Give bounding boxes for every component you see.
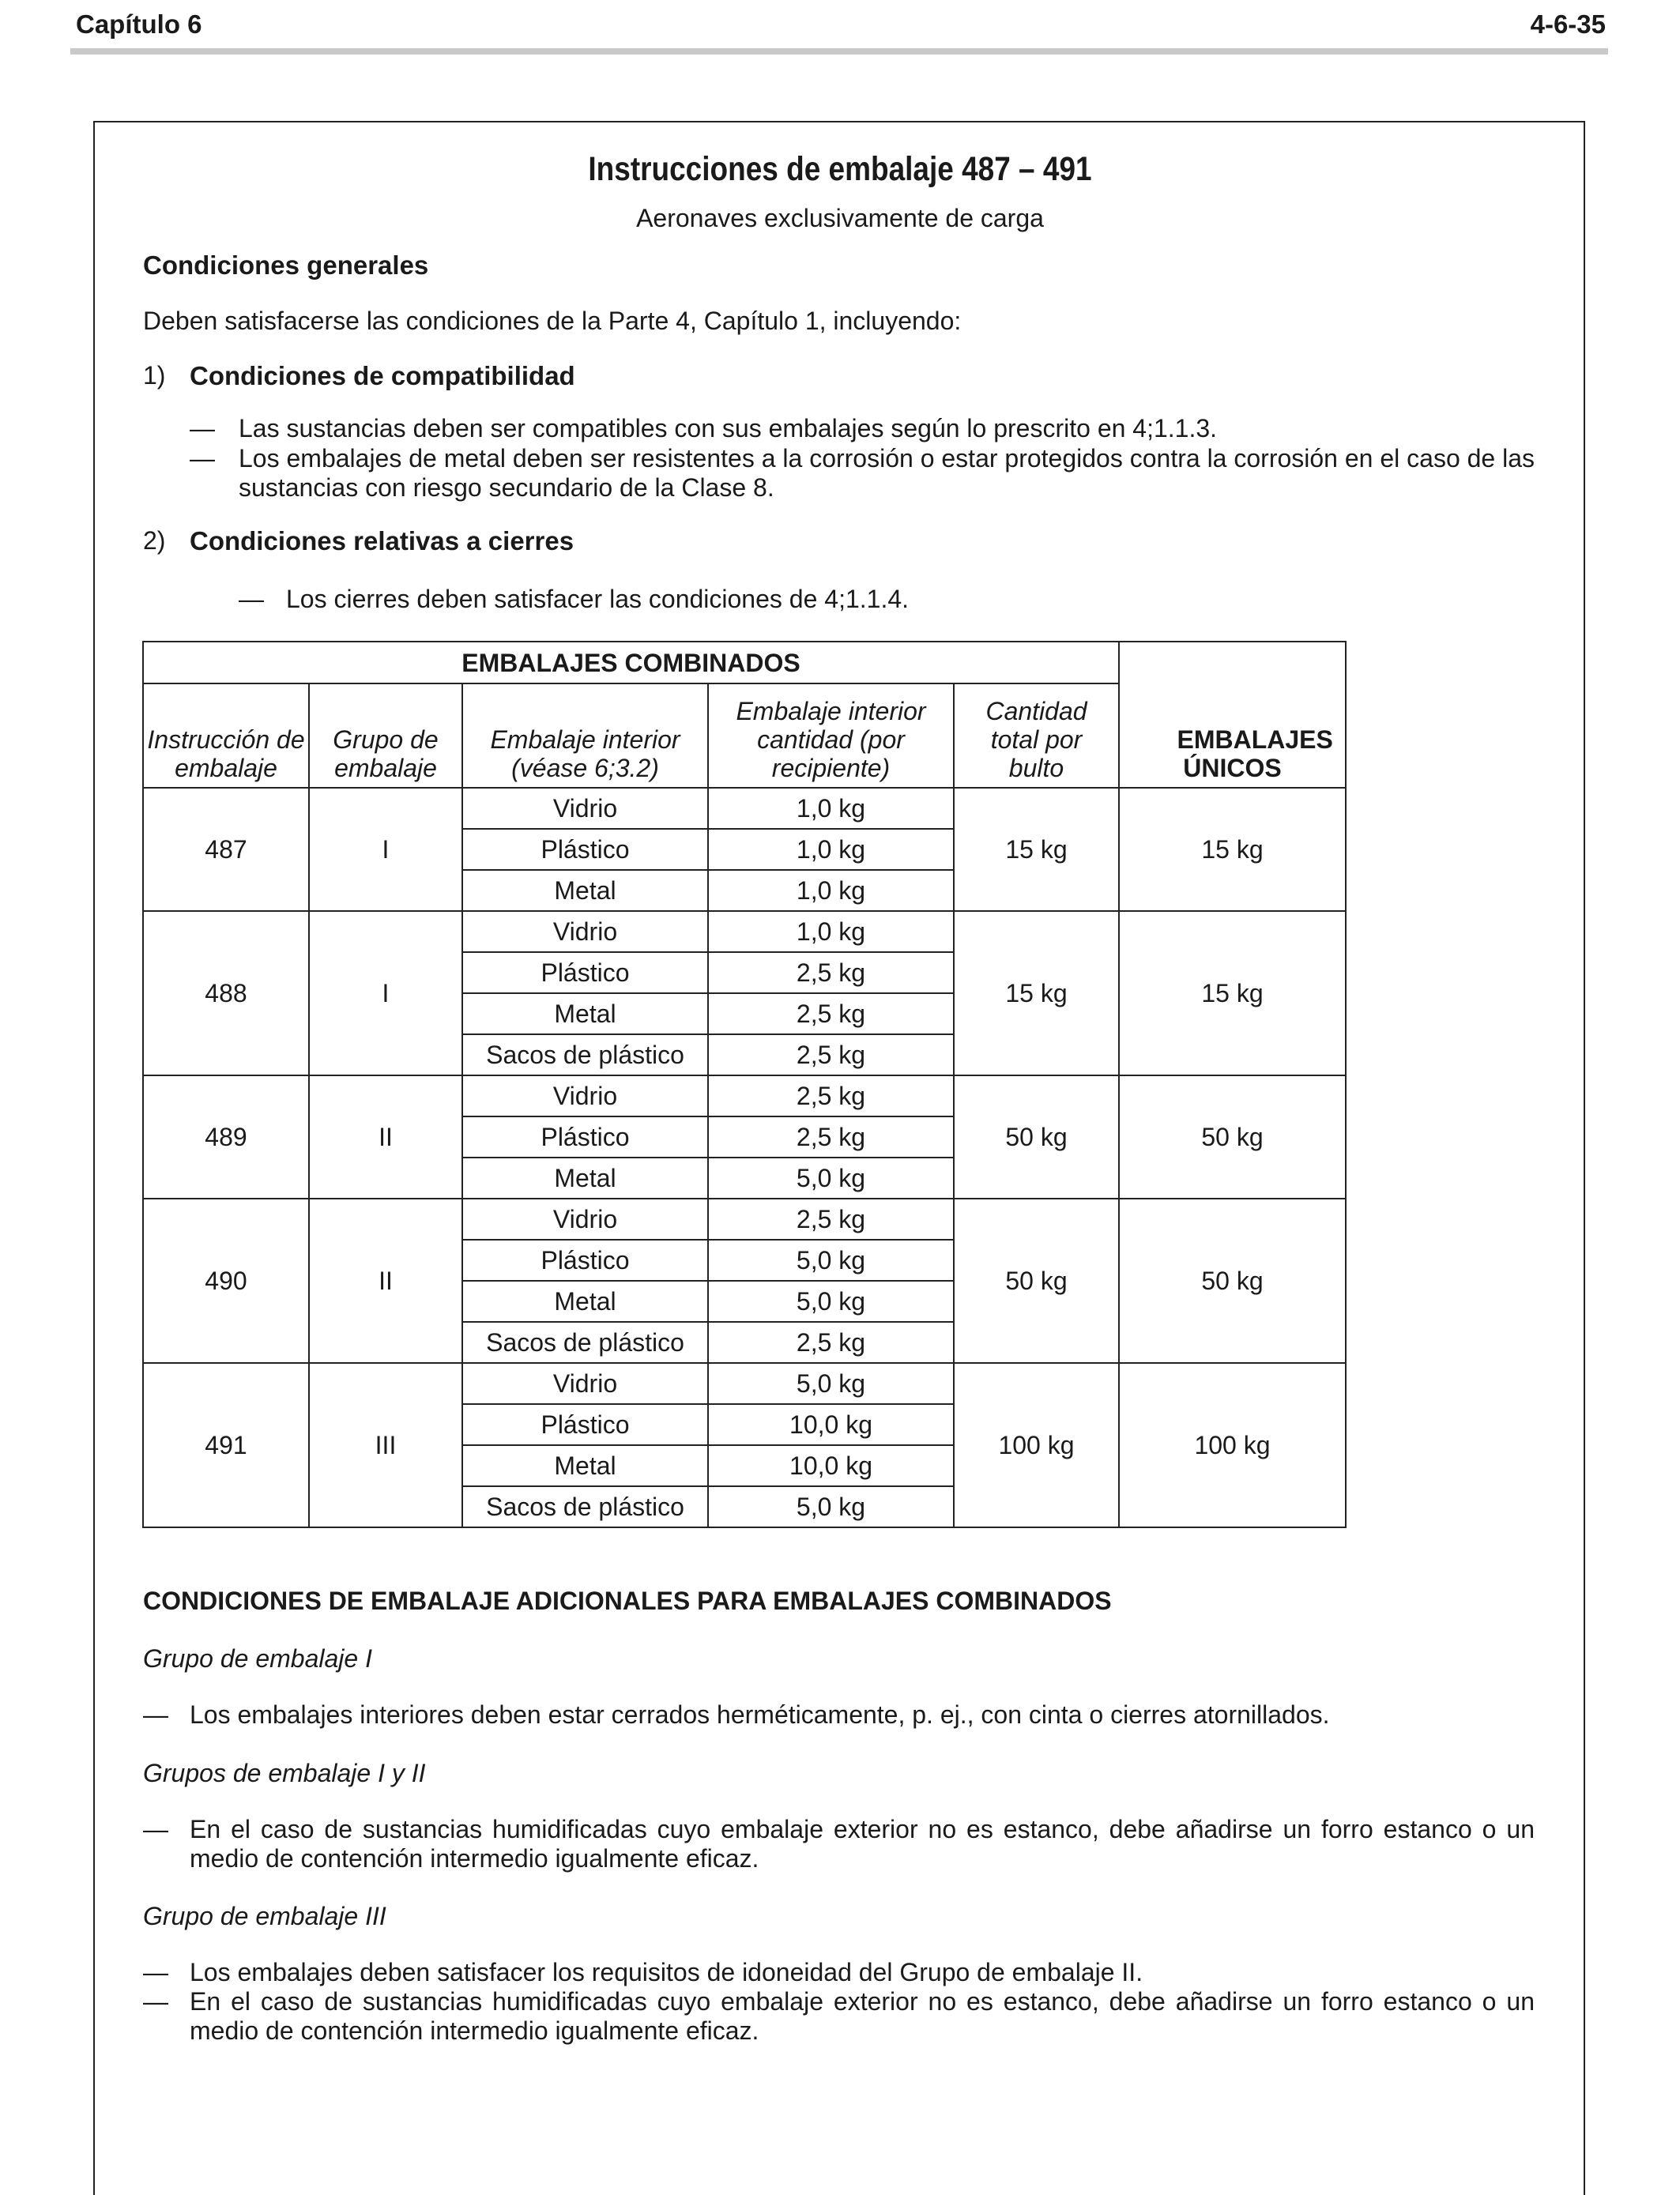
cell-inner-quantity: 2,5 kg [708, 1199, 954, 1240]
cell-inner-packaging: Vidrio [462, 1199, 708, 1240]
section-3-title: Grupo de embalaje III [143, 1902, 386, 1930]
cell-inner-packaging: Plástico [462, 1116, 708, 1158]
general-intro: Deben satisfacerse las condiciones de la Parte 4, Capítulo 1, incluyendo: [143, 307, 962, 335]
item-2-bullet-1: Los cierres deben satisfacer las condiciones de 4;1.1.4. [286, 585, 910, 613]
general-heading: Condiciones generales [143, 250, 429, 280]
section-1-bullet-1: Los embalajes interiores deben estar cerrados herméticamente, p. ej., con cinta o cierres atornillados. [190, 1700, 1330, 1729]
cell-inner-packaging: Plástico [462, 1404, 708, 1445]
cell-total-quantity: 100 kg [954, 1363, 1119, 1527]
cell-inner-quantity: 2,5 kg [708, 952, 954, 993]
cell-single-packaging: 50 kg [1119, 1199, 1346, 1363]
cell-inner-packaging: Metal [462, 1158, 708, 1199]
section-2-title: Grupos de embalaje I y II [143, 1759, 426, 1787]
cell-inner-packaging: Sacos de plástico [462, 1322, 708, 1363]
cell-packing-group: III [309, 1363, 462, 1527]
combined-packaging-header: EMBALAJES COMBINADOS [143, 642, 1119, 683]
cell-inner-packaging: Metal [462, 1445, 708, 1486]
table-row [143, 1075, 1346, 1116]
cell-total-quantity: 50 kg [954, 1075, 1119, 1199]
cell-inner-packaging: Metal [462, 870, 708, 911]
table-row [143, 911, 1346, 952]
cell-instruction: 488 [143, 911, 309, 1075]
table-row [143, 1199, 1346, 1240]
cell-single-packaging: 100 kg [1119, 1363, 1346, 1527]
section-3-bullet-2: En el caso de sustancias humidificadas cuyo embalaje exterior no es estanco, debe añadirse un forro estanco o un medio de contención intermedio igualmente eficaz. [190, 1987, 1535, 2045]
col-header-inner [462, 683, 708, 788]
cell-inner-packaging: Vidrio [462, 788, 708, 829]
cell-inner-quantity: 1,0 kg [708, 870, 954, 911]
packing-table [142, 641, 1347, 1528]
single-packaging-header [1119, 642, 1346, 788]
item-1-heading: Condiciones de compatibilidad [190, 361, 575, 390]
additional-heading: CONDICIONES DE EMBALAJE ADICIONALES PARA EMBALAJES COMBINADOS [143, 1587, 1112, 1615]
cell-inner-quantity: 5,0 kg [708, 1240, 954, 1281]
cell-inner-packaging: Metal [462, 1281, 708, 1322]
item-2-bullet-1-dash: — [239, 585, 264, 613]
single-packaging-header-text: EMBALAJES ÚNICOS [1177, 725, 1333, 782]
cell-total-quantity: 15 kg [954, 788, 1119, 911]
cell-packing-group: II [309, 1075, 462, 1199]
col-header-total [954, 683, 1119, 788]
cell-inner-quantity: 5,0 kg [708, 1281, 954, 1322]
cell-inner-quantity: 10,0 kg [708, 1445, 954, 1486]
cell-single-packaging: 15 kg [1119, 788, 1346, 911]
cell-inner-quantity: 1,0 kg [708, 788, 954, 829]
section-3-bullet-1: Los embalajes deben satisfacer los requisitos de idoneidad del Grupo de embalaje II. [190, 1958, 1143, 1986]
cell-single-packaging: 50 kg [1119, 1075, 1346, 1199]
cell-instruction: 487 [143, 788, 309, 911]
cell-packing-group: II [309, 1199, 462, 1363]
item-1-bullet-2: Los embalajes de metal deben ser resistentes a la corrosión o estar protegidos contra la corrosión en el caso de las sustancias con riesgo secundario de la Clase 8. [239, 444, 1535, 502]
item-1-bullet-1: Las sustancias deben ser compatibles con sus embalajes según lo prescrito en 4;1.1.3. [239, 414, 1218, 442]
cell-inner-packaging: Metal [462, 993, 708, 1034]
item-2-heading: Condiciones relativas a cierres [190, 526, 574, 555]
cell-single-packaging: 15 kg [1119, 911, 1346, 1075]
col-header-inner-qty: Embalaje interior cantidad (por recipiente) [708, 683, 954, 788]
cell-inner-quantity: 1,0 kg [708, 829, 954, 870]
cell-inner-quantity: 10,0 kg [708, 1404, 954, 1445]
page-number: 4-6-35 [1530, 9, 1606, 39]
chapter-label: Capítulo 6 [76, 9, 202, 39]
cell-total-quantity: 50 kg [954, 1199, 1119, 1363]
page-subtitle: Aeronaves exclusivamente de carga [636, 204, 1044, 232]
cell-inner-quantity: 2,5 kg [708, 1116, 954, 1158]
col-header-total-text: Cantidad total por bulto [985, 697, 1087, 782]
cell-inner-packaging: Plástico [462, 1240, 708, 1281]
cell-instruction: 489 [143, 1075, 309, 1199]
header-rule [70, 48, 1608, 55]
page-header [73, 5, 1606, 44]
col-header-group: Grupo de embalaje [309, 683, 462, 788]
cell-inner-quantity: 2,5 kg [708, 1034, 954, 1075]
cell-inner-quantity: 2,5 kg [708, 1322, 954, 1363]
cell-instruction: 491 [143, 1363, 309, 1527]
page-title: Instrucciones de embalaje 487 – 491 [588, 150, 1092, 188]
cell-instruction: 490 [143, 1199, 309, 1363]
section-1-bullet-1-dash: — [143, 1700, 168, 1729]
cell-inner-quantity: 5,0 kg [708, 1363, 954, 1404]
section-2-bullet-1-dash: — [143, 1815, 168, 1843]
item-1-bullet-1-dash: — [190, 414, 215, 442]
section-1-title: Grupo de embalaje I [143, 1644, 372, 1673]
section-3-bullet-2-dash: — [143, 1987, 168, 2016]
cell-inner-packaging: Sacos de plástico [462, 1486, 708, 1527]
item-1-number: 1) [143, 361, 166, 390]
table-row [143, 1363, 1346, 1404]
cell-inner-packaging: Sacos de plástico [462, 1034, 708, 1075]
col-header-instruction: Instrucción de embalaje [143, 683, 309, 788]
cell-inner-packaging: Vidrio [462, 1075, 708, 1116]
cell-packing-group: I [309, 911, 462, 1075]
section-3-bullet-1-dash: — [143, 1958, 168, 1986]
cell-inner-quantity: 2,5 kg [708, 993, 954, 1034]
cell-inner-quantity: 5,0 kg [708, 1158, 954, 1199]
col-header-inner-text: Embalaje interior (véase 6;3.2) [490, 725, 680, 782]
cell-inner-quantity: 1,0 kg [708, 911, 954, 952]
cell-packing-group: I [309, 788, 462, 911]
cell-inner-quantity: 2,5 kg [708, 1075, 954, 1116]
item-1-bullet-2-dash: — [190, 444, 215, 473]
cell-inner-quantity: 5,0 kg [708, 1486, 954, 1527]
cell-inner-packaging: Plástico [462, 952, 708, 993]
section-2-bullet-1: En el caso de sustancias humidificadas cuyo embalaje exterior no es estanco, debe añadirse un forro estanco o un medio de contención intermedio igualmente eficaz. [190, 1815, 1535, 1873]
item-2-number: 2) [143, 526, 166, 555]
table-row [143, 788, 1346, 829]
cell-total-quantity: 15 kg [954, 911, 1119, 1075]
cell-inner-packaging: Vidrio [462, 1363, 708, 1404]
cell-inner-packaging: Plástico [462, 829, 708, 870]
cell-inner-packaging: Vidrio [462, 911, 708, 952]
